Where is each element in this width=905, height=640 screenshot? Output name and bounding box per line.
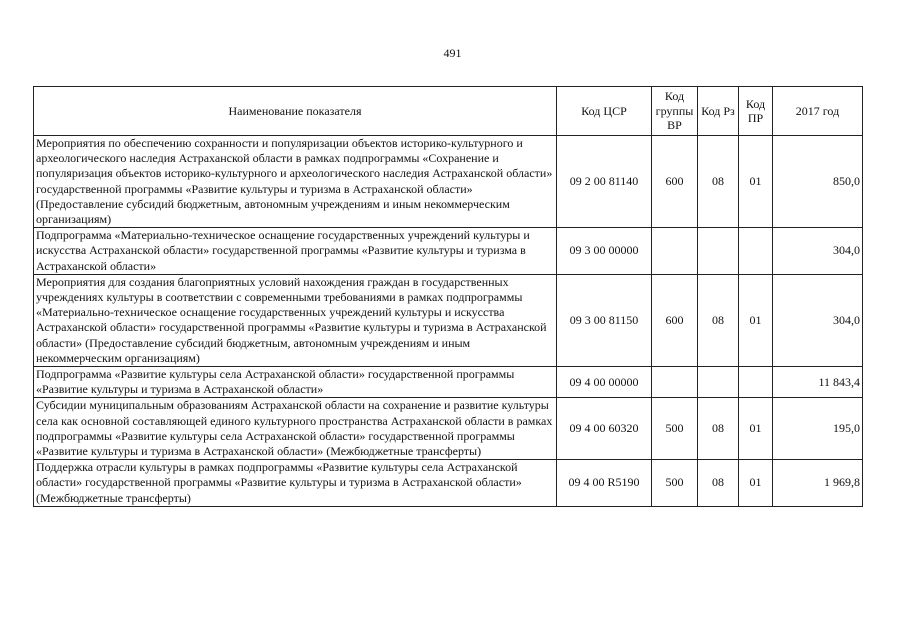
row-rz: [698, 228, 739, 275]
table-row: [34, 398, 863, 460]
table-row: [34, 228, 863, 275]
row-amount: 1 969,8: [773, 460, 863, 507]
row-vr: 600: [652, 274, 698, 366]
row-pr: [739, 228, 773, 275]
header-csr: Код ЦСР: [557, 87, 652, 136]
row-amount: 195,0: [773, 398, 863, 460]
table-row: [34, 136, 863, 228]
budget-table: [33, 86, 863, 507]
row-pr: 01: [739, 398, 773, 460]
table-row: [34, 274, 863, 366]
header-pr: Код ПР: [739, 87, 773, 136]
row-name: Мероприятия для создания благоприятных условий нахождения граждан в государственных учреждениях культуры в соответствии с современными требованиями в рамках подпрограммы «Материально-техническое оснащение государственных учреждений культуры и искусства Астраханской области» государственной программы «Развитие культуры и туризма в Астраханской области» (Предоставление субсидий бюджетным, автономным учреждениям и иным некоммерческим организациям): [34, 274, 557, 366]
row-amount: 850,0: [773, 136, 863, 228]
row-vr: 500: [652, 460, 698, 507]
row-name: Мероприятия по обеспечению сохранности и популяризации объектов историко-культурного и археологического наследия Астраханской области в рамках подпрограммы «Сохранение и популяризация объектов историко-культурного и археологического наследия Астраханской области» государственной программы «Развитие культуры и туризма в Астраханской области» (Предоставление субсидий бюджетным, автономным учреждениям и иным некоммерческим организациям): [34, 136, 557, 228]
header-rz: Код Рз: [698, 87, 739, 136]
page-number: 491: [443, 46, 462, 60]
row-vr: 600: [652, 136, 698, 228]
table-header-row: [34, 87, 863, 136]
row-name: Подпрограмма «Материально-техническое оснащение государственных учреждений культуры и искусства Астраханской области» государственной программы «Развитие культуры и туризма в Астраханской области»: [34, 228, 557, 275]
header-vr: Код группы ВР: [652, 87, 698, 136]
row-vr: [652, 228, 698, 275]
row-csr: 09 4 00 60320: [557, 398, 652, 460]
header-year: 2017 год: [773, 87, 863, 136]
row-name: Подпрограмма «Развитие культуры села Астраханской области» государственной программы «Развитие культуры и туризма в Астраханской области»: [34, 367, 557, 398]
row-rz: [698, 367, 739, 398]
row-name: Поддержка отрасли культуры в рамках подпрограммы «Развитие культуры села Астраханской области» государственной программы «Развитие культуры и туризма в Астраханской области» (Межбюджетные трансферты): [34, 460, 557, 507]
row-pr: [739, 367, 773, 398]
row-csr: 09 4 00 R5190: [557, 460, 652, 507]
row-csr: 09 2 00 81140: [557, 136, 652, 228]
row-rz: 08: [698, 274, 739, 366]
row-csr: 09 3 00 81150: [557, 274, 652, 366]
row-name: Субсидии муниципальным образованиям Астраханской области на сохранение и развитие культуры села как основной составляющей единого культурного пространства Астраханской области в рамках подпрограммы «Развитие культуры села Астраханской области» государственной программы «Развитие культуры и туризма в Астраханской области» (Межбюджетные трансферты): [34, 398, 557, 460]
row-csr: 09 3 00 00000: [557, 228, 652, 275]
row-rz: 08: [698, 136, 739, 228]
row-pr: 01: [739, 136, 773, 228]
row-amount: 304,0: [773, 274, 863, 366]
row-vr: [652, 367, 698, 398]
header-name: Наименование показателя: [34, 87, 557, 136]
row-csr: 09 4 00 00000: [557, 367, 652, 398]
table-row: [34, 367, 863, 398]
table-row: [34, 460, 863, 507]
row-pr: 01: [739, 460, 773, 507]
row-vr: 500: [652, 398, 698, 460]
row-amount: 11 843,4: [773, 367, 863, 398]
row-amount: 304,0: [773, 228, 863, 275]
row-rz: 08: [698, 398, 739, 460]
row-rz: 08: [698, 460, 739, 507]
row-pr: 01: [739, 274, 773, 366]
